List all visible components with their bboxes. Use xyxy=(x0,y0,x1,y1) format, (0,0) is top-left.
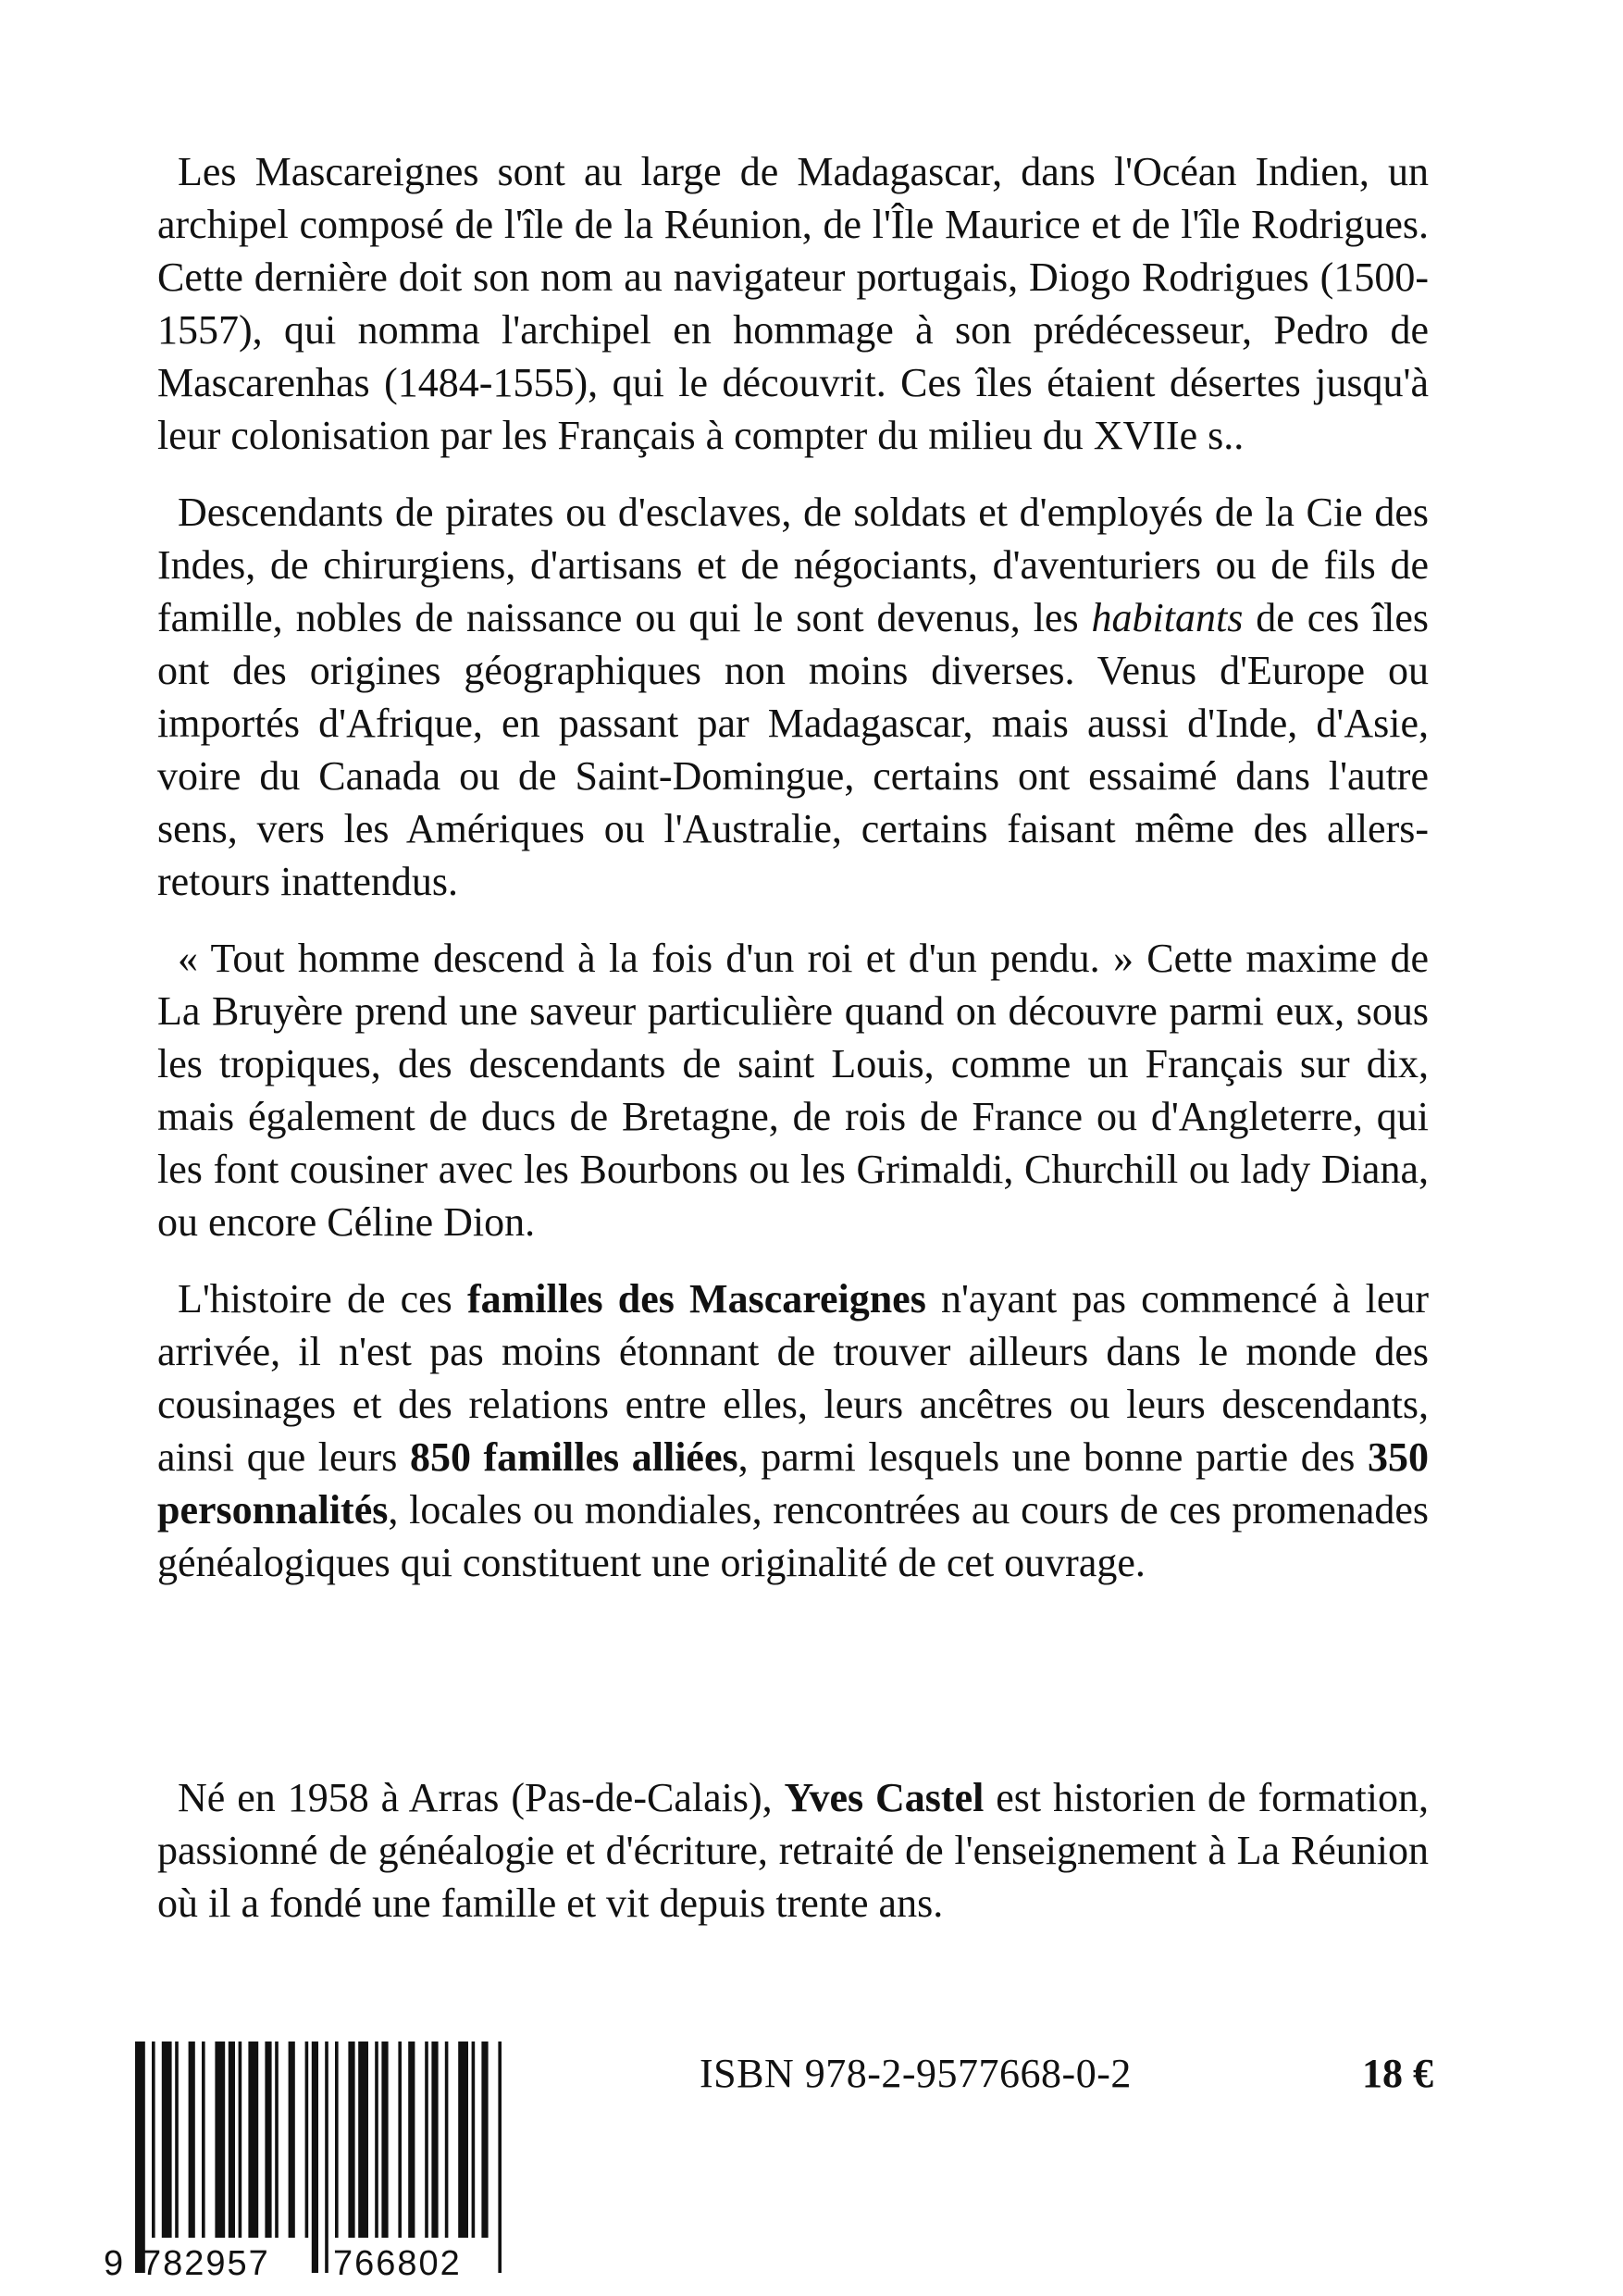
barcode-bar xyxy=(202,2042,205,2238)
barcode-bar xyxy=(289,2042,295,2238)
blurb-paragraph-2-text-b: de ces îles ont des origines géographiques non moins diverses. Venus d'Europe ou importés d'Afrique, en passant par Madagascar, mais aussi d'Inde, d'Asie, voire du Canada ou de Saint-Domingue, certains ont essaimé dans l'autre sens, vers les Amériques ou l'Australie, certains faisant même des allers-retours inattendus. xyxy=(157,595,1429,904)
barcode-bar xyxy=(472,2042,476,2238)
blurb-paragraph-2-text-a: Descendants de pirates ou d'esclaves, de soldats et d'employés de la Cie des Indes, de chirurgiens, d'artisans et de négociants, d'aventuriers ou de fils de famille, nobles de naissance ou qui le sont devenus, les xyxy=(157,490,1429,640)
barcode-bar xyxy=(358,2042,368,2238)
barcode-bar xyxy=(239,2042,242,2238)
barcode-digits-right: 766802 xyxy=(333,2244,462,2283)
barcode-bar xyxy=(162,2042,172,2238)
barcode-bar xyxy=(381,2042,388,2238)
price: 18 € xyxy=(1362,2051,1433,2096)
blurb-paragraph-4-text-b: n'ayant pas commencé à leur arrivée, il n'est pas moins étonnant de trouver ailleurs dans le monde des cousinages et des relations entre elles, leurs ancêtres ou leurs descendants, ainsi que leurs xyxy=(157,1276,1429,1480)
author-text-b: est historien de formation, passionné de généalogie et d'écriture, retraité de l'enseignement à La Réunion où il a fondé une famille et vit depuis trente ans. xyxy=(157,1775,1429,1926)
isbn-number: ISBN 978-2-9577668-0-2 xyxy=(700,2051,1132,2096)
barcode-bar xyxy=(152,2042,155,2238)
barcode-bar xyxy=(498,2042,502,2273)
barcode-bar xyxy=(248,2042,258,2238)
barcode-digit-first: 9 xyxy=(104,2244,124,2283)
author-text-a: Né en 1958 à Arras (Pas-de-Calais), xyxy=(178,1775,785,1820)
barcode-bar xyxy=(375,2042,378,2238)
barcode-digits-left: 782957 xyxy=(142,2244,270,2283)
families-title-emphasis: familles des Mascareignes xyxy=(466,1276,926,1322)
author-bio xyxy=(157,1771,1429,1954)
barcode-bar xyxy=(408,2042,415,2238)
blurb-paragraph-4-text-d: , locales ou mondiales, rencontrées au cours de ces promenades généalogiques qui constituent une originalité de cet ouvrage. xyxy=(157,1487,1429,1585)
barcode-bar xyxy=(312,2042,318,2273)
barcode-bar xyxy=(215,2042,225,2238)
habitants-emphasis: habitants xyxy=(1091,595,1244,640)
blurb-paragraph-4 xyxy=(157,1272,1429,1589)
barcode-bar xyxy=(348,2042,354,2238)
barcode-bar xyxy=(135,2042,145,2273)
blurb-paragraph-4-text-a: L'histoire de ces xyxy=(178,1276,467,1322)
barcode-bar xyxy=(305,2042,309,2238)
barcode-bar xyxy=(189,2042,195,2238)
author-name: Yves Castel xyxy=(784,1775,985,1820)
back-cover-blurb xyxy=(157,145,1429,1613)
barcode-bar xyxy=(458,2042,468,2238)
barcode-bar xyxy=(481,2042,488,2238)
barcode-bar xyxy=(265,2042,271,2238)
barcode xyxy=(100,2038,535,2283)
barcode-bar xyxy=(275,2042,279,2238)
barcode-bar xyxy=(431,2042,438,2238)
barcode-bar xyxy=(229,2042,235,2238)
barcode-bar xyxy=(445,2042,449,2238)
barcode-bar xyxy=(425,2042,428,2238)
blurb-paragraph-1: Les Mascareignes sont au large de Madagascar, dans l'Océan Indien, un archipel composé de l'île de la Réunion, de l'Île Maurice et de l'île Rodrigues. Cette dernière doit son nom au navigateur portugais, Diogo Rodrigues (1500-1557), qui nomma l'archipel en hommage à son prédécesseur, Pedro de Mascarenhas (1484-1555), qui le découvrit. Ces îles étaient désertes jusqu'à leur colonisation par les Français à compter du milieu du XVIIe s.. xyxy=(157,149,1429,458)
barcode-bars xyxy=(135,2042,502,2273)
allied-families-count: 850 familles alliées xyxy=(409,1434,738,1480)
barcode-bar xyxy=(335,2042,339,2238)
blurb-paragraph-3: « Tout homme descend à la fois d'un roi et d'un pendu. » Cette maxime de La Bruyère prend une saveur particulière quand on découvre parmi eux, sous les tropiques, des descendants de saint Louis, comme un Français sur dix, mais également de ducs de Bretagne, de rois de France ou d'Angleterre, qui les font cousiner avec les Bourbons ou les Grimaldi, Churchill ou lady Diana, ou encore Céline Dion. xyxy=(157,936,1429,1245)
personalities-count: 350 personnalités xyxy=(157,1434,1429,1533)
blurb-paragraph-2 xyxy=(157,486,1429,908)
barcode-bar xyxy=(325,2042,328,2273)
author-paragraph xyxy=(157,1771,1429,1930)
barcode-bar xyxy=(398,2042,402,2238)
barcode-bar xyxy=(175,2042,179,2238)
blurb-paragraph-4-text-c: , parmi lesquels une bonne partie des xyxy=(737,1434,1368,1480)
